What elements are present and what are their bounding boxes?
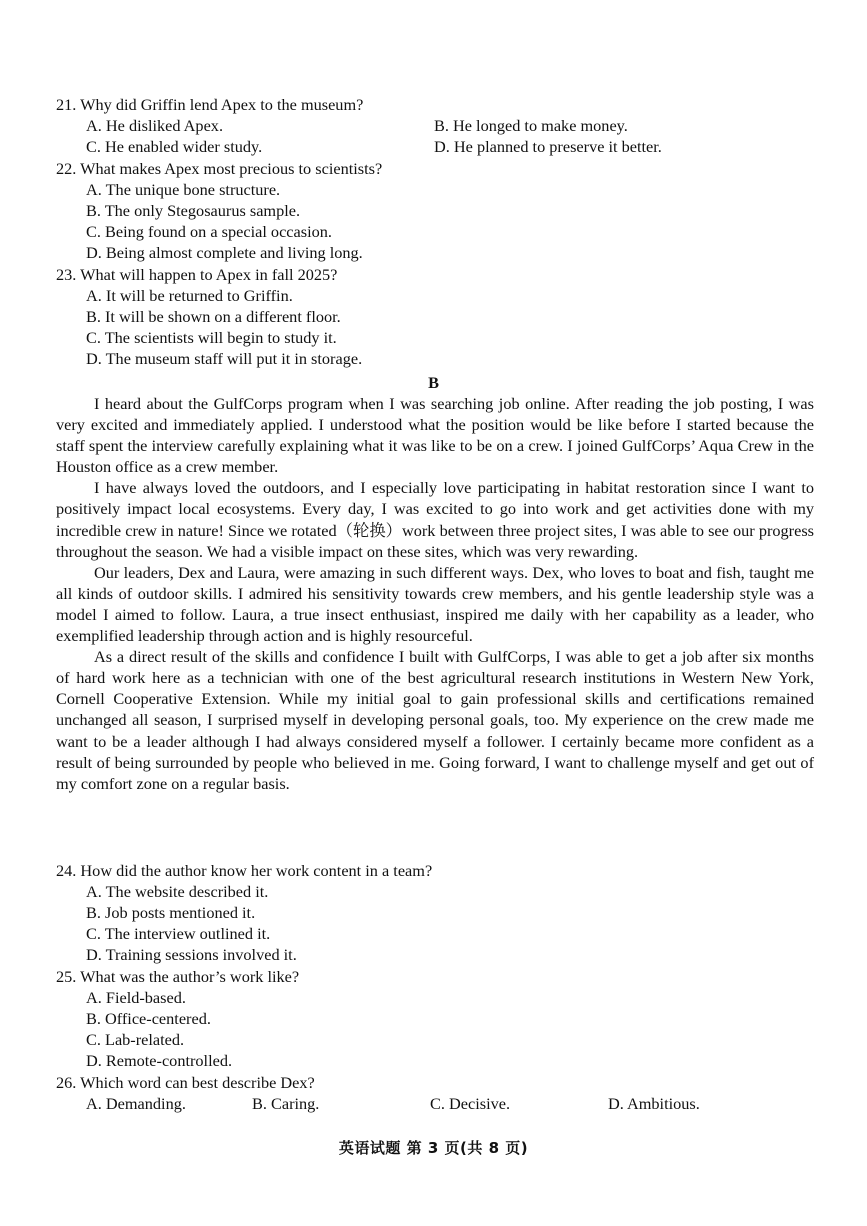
option-b: B. Office-centered. [86,1009,211,1029]
question-26 [56,1072,826,1114]
question-stem: 21. Why did Griffin lend Apex to the museum? [56,95,364,114]
option-c: C. Lab-related. [86,1030,185,1050]
passage-paragraph: I heard about the GulfCorps program when I was searching job online. After reading the job posting, I was very excited and immediately applied. I understood what the position would be like before I started because the staff spent the interview carefully explaining what it was like to be on a crew. I joined GulfCorps’ Aqua Crew in the Houston office as a crew member. [56,394,814,477]
question-stem: 26. Which word can best describe Dex? [56,1073,315,1092]
reading-passage [56,393,814,794]
question-stem: 22. What makes Apex most precious to scientists? [56,159,383,178]
page-footer: 英语试题 第 3 页(共 8 页) [338,1139,529,1157]
question-stem: 23. What will happen to Apex in fall 2025? [56,265,338,284]
option-a: A. He disliked Apex. [86,116,224,136]
option-b: B. It will be shown on a different floor. [86,307,341,327]
option-c: C. He enabled wider study. [86,137,263,157]
question-stem: 24. How did the author know her work content in a team? [56,861,433,880]
question-24 [56,860,826,965]
question-22 [56,158,826,263]
question-stem: 25. What was the author’s work like? [56,967,300,986]
option-d: D. Remote-controlled. [86,1051,233,1071]
question-21 [56,94,826,157]
passage-paragraph: Our leaders, Dex and Laura, were amazing in such different ways. Dex, who loves to boat and fish, taught me all kinds of outdoor skills. I admired his sensitivity towards crew members, and his gentle leadership style was a model I aimed to follow. Laura, a true insect enthusiast, inspired me daily with her capability as a leader, who exemplified leadership through action and is highly resourceful. [56,562,814,646]
option-a: A. The website described it. [86,882,269,902]
option-b: B. The only Stegosaurus sample. [86,201,301,221]
option-a: A. Field-based. [86,988,186,1008]
passage-paragraph: As a direct result of the skills and confidence I built with GulfCorps, I was able to get a job after six months of hard work here as a technician with one of the best agricultural research institutions in Western New York, Cornell Cooperative Extension. While my initial goal to gain professional skills and certifications remained unchanged all season, I surprised myself in developing personal goals, too. My experience on the crew made me want to be a leader although I had always considered myself a follower. I certainly became more confident as a result of being surrounded by people who believed in me. Going forward, I want to challenge myself and get out of my comfort zone on a regular basis. [56,647,814,793]
option-c: C. The interview outlined it. [86,924,271,944]
question-23 [56,264,826,369]
options-row [56,1093,826,1114]
option-d: D. Training sessions involved it. [86,945,297,965]
option-c: C. The scientists will begin to study it. [86,328,337,348]
option-d: D. He planned to preserve it better. [434,137,662,157]
option-a: A. It will be returned to Griffin. [86,286,293,306]
option-b: B. Caring. [252,1094,320,1114]
option-d: D. Being almost complete and living long. [86,243,363,263]
option-b: B. He longed to make money. [434,116,628,136]
section-heading: B [428,373,439,392]
passage-paragraph: I have always loved the outdoors, and I especially love participating in habitat restoration since I want to positively impact local ecosystems. Every day, I was excited to go into work and get activities done with my incredible crew in nature! Since we rotated（轮换）work between three project sites, I was able to see our progress throughout the season. We had a visible impact on these sites, which was very rewarding. [56,478,814,561]
options-grid [56,115,826,157]
option-a: A. The unique bone structure. [86,180,281,200]
option-c: C. Being found on a special occasion. [86,222,332,242]
option-c: C. Decisive. [430,1094,511,1114]
question-25 [56,966,826,1071]
option-b: B. Job posts mentioned it. [86,903,256,923]
option-d: D. The museum staff will put it in storage. [86,349,363,369]
option-a: A. Demanding. [86,1094,186,1114]
option-d: D. Ambitious. [608,1094,700,1114]
